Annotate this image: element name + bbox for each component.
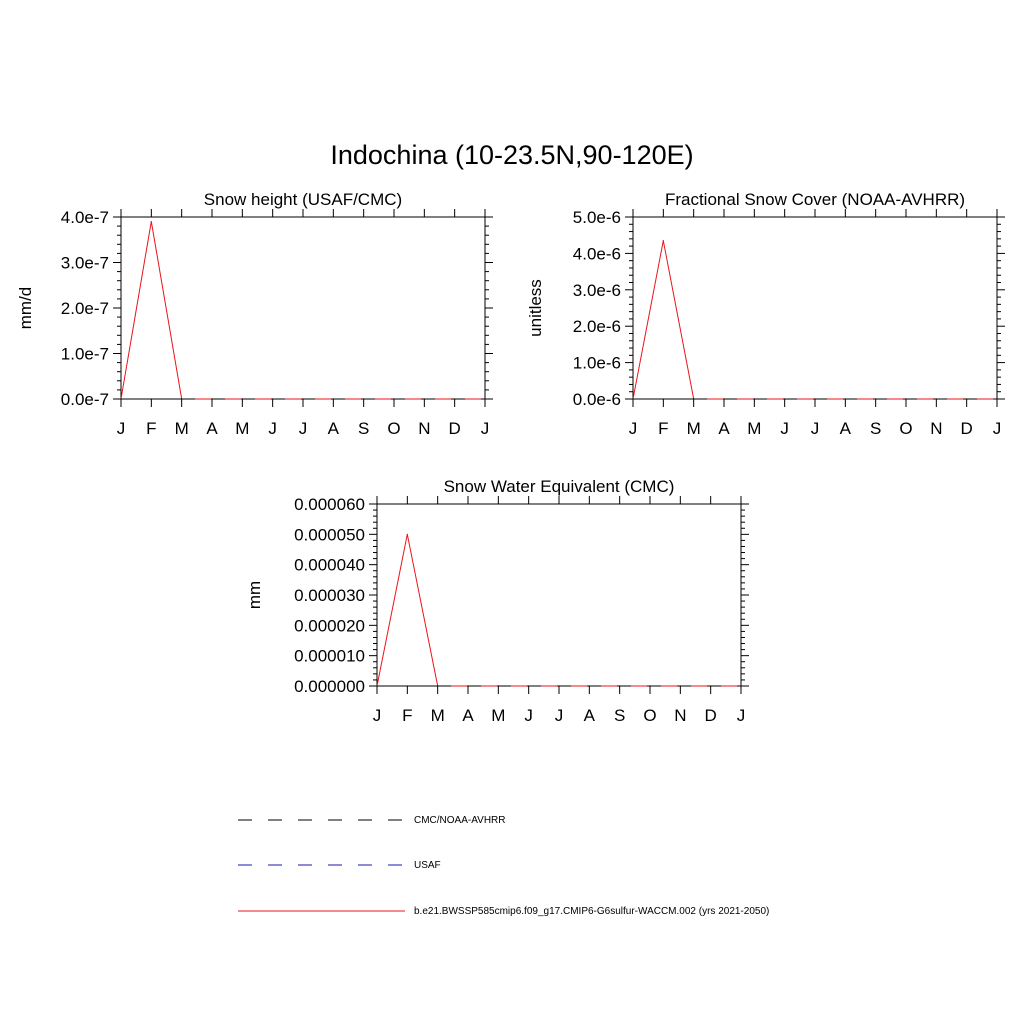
x-tick-label: O — [899, 419, 913, 438]
x-tick-label: J — [268, 419, 277, 438]
x-tick-label: A — [839, 419, 852, 438]
x-tick-label: F — [146, 419, 157, 438]
y-tick-label: 0.000060 — [294, 495, 365, 514]
x-tick-label: J — [372, 706, 382, 725]
y-tick-label: 1.0e-7 — [60, 344, 109, 364]
y-tick-label: 0.000010 — [294, 646, 365, 666]
y-tick-label: 2.0e-6 — [572, 317, 621, 337]
y-tick-label: 4.0e-6 — [572, 244, 621, 264]
x-tick-label: D — [960, 419, 973, 438]
y-tick-label: 2.0e-7 — [60, 299, 109, 318]
y-axis-label: unitless — [526, 279, 545, 337]
x-tick-label: M — [235, 419, 250, 438]
x-tick-label: F — [658, 419, 669, 438]
y-tick-label: 0.000040 — [294, 555, 365, 575]
x-tick-label: A — [583, 706, 596, 725]
x-tick-label: N — [418, 419, 431, 438]
y-tick-label: 0.000020 — [294, 616, 365, 636]
x-tick-label: M — [747, 419, 762, 438]
x-tick-label: S — [869, 419, 882, 438]
x-tick-label: O — [643, 706, 657, 725]
y-tick-label: 0.000030 — [294, 586, 365, 605]
legend-label: b.e21.BWSSP585cmip6.f09_g17.CMIP6-G6sulfur-WACCM.002 (yrs 2021-2050) — [414, 906, 770, 917]
y-tick-label: 0.0e-7 — [60, 390, 109, 409]
x-tick-label: A — [206, 419, 218, 438]
x-tick-label: J — [992, 419, 1002, 438]
x-tick-label: J — [116, 419, 126, 438]
figure-title: Indochina (10-23.5N,90-120E) — [330, 140, 694, 170]
x-tick-label: J — [628, 419, 638, 438]
x-tick-label: M — [686, 419, 701, 438]
x-tick-label: S — [357, 419, 370, 438]
x-tick-label: J — [524, 706, 533, 725]
panel-title: Fractional Snow Cover (NOAA-AVHRR) — [664, 190, 966, 209]
x-tick-label: D — [704, 706, 717, 725]
legend-label: USAF — [414, 860, 441, 871]
legend-label: CMC/NOAA-AVHRR — [414, 815, 506, 826]
x-tick-label: M — [491, 706, 506, 725]
x-tick-label: M — [430, 706, 445, 725]
x-tick-label: J — [810, 419, 820, 438]
y-axis-label: mm/d — [16, 286, 35, 330]
y-tick-label: 0.000050 — [294, 525, 365, 545]
x-tick-label: J — [298, 419, 308, 438]
x-tick-label: S — [613, 706, 626, 725]
y-tick-label: 3.0e-6 — [572, 280, 621, 300]
x-tick-label: M — [174, 419, 189, 438]
x-tick-label: J — [736, 706, 746, 725]
y-tick-label: 1.0e-6 — [572, 353, 621, 373]
x-tick-label: J — [780, 419, 789, 438]
x-tick-label: N — [930, 419, 943, 438]
x-tick-label: D — [448, 419, 461, 438]
x-tick-label: A — [462, 706, 474, 725]
x-tick-label: A — [718, 419, 730, 438]
y-axis-label: mm — [245, 580, 264, 610]
x-tick-label: O — [387, 419, 401, 438]
x-tick-label: J — [554, 706, 564, 725]
x-tick-label: F — [402, 706, 413, 725]
y-tick-label: 0.0e-6 — [572, 390, 621, 409]
panel-title: Snow height (USAF/CMC) — [203, 190, 403, 209]
y-tick-label: 0.000000 — [294, 677, 365, 696]
x-tick-label: A — [327, 419, 340, 438]
x-tick-label: J — [480, 419, 490, 438]
y-tick-label: 3.0e-7 — [60, 253, 109, 273]
panel-title: Snow Water Equivalent (CMC) — [443, 477, 675, 496]
x-tick-label: N — [674, 706, 687, 725]
y-tick-label: 5.0e-6 — [572, 208, 621, 227]
y-tick-label: 4.0e-7 — [60, 208, 109, 227]
